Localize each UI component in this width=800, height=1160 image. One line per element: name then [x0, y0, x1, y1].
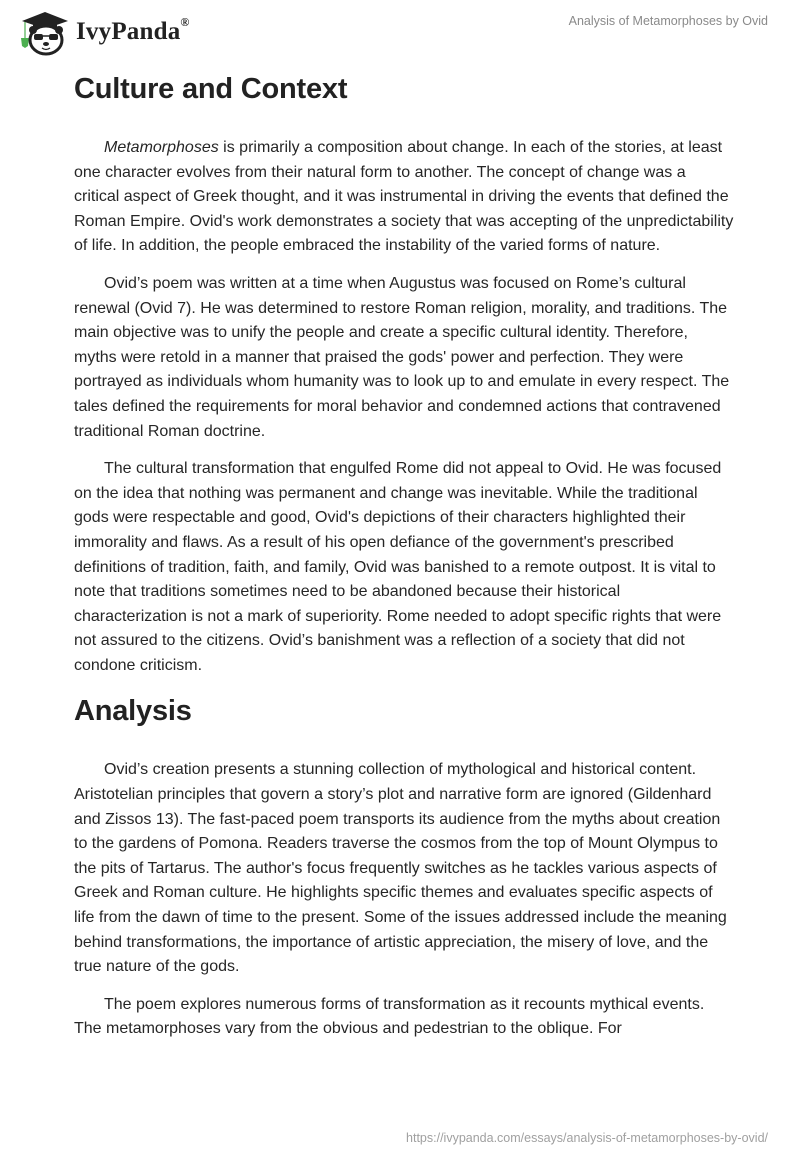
- brand-name: [76, 14, 190, 46]
- paragraph: Ovid’s poem was written at a time when Augustus was focused on Rome’s cultural renewal (Ovid 7). He was determined to restore Roman religion, morality, and traditions. The main objective was to unify the people and create a specific cultural identity. Therefore, myths were retold in a manner that praised the gods' power and perfection. They were portrayed as individuals whom humanity was to look up to and emulate in every respect. The tales defined the requirements for moral behavior and condemned actions that contravened traditional Roman doctrine.: [74, 274, 730, 440]
- document-title: Analysis of Metamorphoses by Ovid: [568, 14, 768, 28]
- registered-mark: ®: [180, 14, 190, 29]
- brand-name-text: IvyPanda: [76, 18, 181, 45]
- source-url[interactable]: https://ivypanda.com/essays/analysis-of-metamorphoses-by-ovid/: [406, 1131, 768, 1145]
- section-heading-analysis: Analysis: [74, 695, 192, 728]
- section-heading-culture-and-context: Culture and Context: [74, 73, 348, 105]
- brand-logo[interactable]: [16, 8, 190, 56]
- paragraph: The cultural transformation that engulfed Rome did not appeal to Ovid. He was focused on the idea that nothing was permanent and change was inevitable. While the traditional gods were respectable and good, Ovid's depictions of their characters highlighted their immorality and flaws. As a result of his open defiance of the government's prescribed definitions of tradition, faith, and family, Ovid was banished to a remote outpost. It is vital to note that traditions sometimes need to be abandoned because their historical characterization is not a mark of superiority. Rome needed to adopt specific rights that were not assured to the citizens. Ovid’s banishment was a reflection of a society that did not condone criticism.: [74, 460, 722, 674]
- essay-content: [74, 70, 734, 1042]
- paragraph: Ovid’s creation presents a stunning collection of mythological and historical content. Aristotelian principles that govern a story’s plot and narrative form are ignored (Gildenhard and Zissos 13). The fast-paced poem transports its audience from the myths about creation to the gardens of Pomona. Readers traverse the cosmos from the top of Mount Olympus to the pits of Tartarus. The author's focus frequently switches as he tackles various aspects of Greek and Roman culture. He highlights specific themes and evaluates specific aspects of life from the dawn of time to the present. Some of the issues addressed include the meaning behind transformations, the importance of artistic appreciation, the misery of love, and the true nature of the gods.: [74, 761, 727, 976]
- italic-title: Metamorphoses: [104, 139, 219, 156]
- paragraph: The poem explores numerous forms of transformation as it recounts mythical events. The metamorphoses vary from the obvious and pedestrian to the oblique. For: [74, 995, 705, 1038]
- paragraph-text: is primarily a composition about change. In each of the stories, at least one character evolves from their natural form to another. The concept of change was a critical aspect of Greek thought, and it was instrumental in driving the events that defined the Roman Empire. Ovid's work demonstrates a society that was accepting of the unpredictability of life. In addition, the people embraced the instability of the varied forms of nature.: [74, 139, 734, 255]
- page-header: [0, 0, 800, 56]
- panda-graduate-icon: [16, 8, 74, 56]
- paragraph: [74, 136, 734, 259]
